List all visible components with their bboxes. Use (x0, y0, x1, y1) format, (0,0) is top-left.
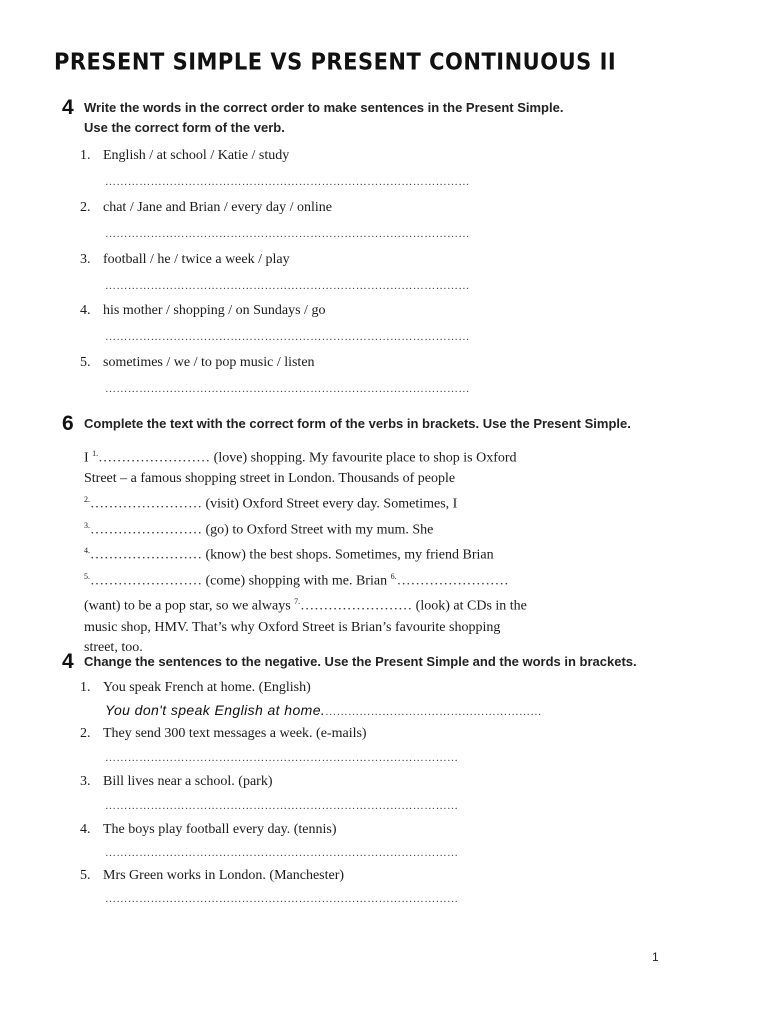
section-instruction: Change the sentences to the negative. Use the Present Simple and the words in brackets. (84, 654, 637, 669)
section-number: 4 (62, 650, 74, 673)
item-number: 3. (80, 774, 91, 789)
gap-blank[interactable]: …………………… (396, 573, 509, 589)
gap-number: 1. (92, 449, 99, 458)
text-line: Street – a famous shopping street in London. Thousands of people (84, 471, 456, 487)
item-text: They send 300 text messages a week. (e-mails) (103, 726, 367, 741)
section-instruction: Complete the text with the correct form of the verbs in brackets. Use the Present Simple. (84, 416, 631, 431)
text-line (84, 541, 684, 566)
answer-line: ………………………………………………… (325, 706, 542, 718)
text-line (84, 444, 684, 469)
text-fragment: (love) shopping. My favourite place to shop is Oxford (210, 450, 517, 466)
item-number: 1. (80, 680, 91, 695)
text-line: street, too. (84, 640, 143, 656)
item-number: 1. (80, 148, 91, 163)
item-text: his mother / shopping / on Sundays / go (103, 303, 326, 318)
example-answer-line (105, 702, 542, 718)
instruction-line-2: Use the correct form of the verb. (84, 120, 285, 135)
item-text: The boys play football every day. (tennis) (103, 822, 337, 837)
gap-fill-paragraph (84, 444, 684, 659)
text-line (84, 567, 684, 592)
instruction-line-1: Write the words in the correct order to make sentences in the Present Simple. (84, 100, 564, 115)
item-number: 2. (80, 726, 91, 741)
item-text: Bill lives near a school. (park) (103, 774, 273, 789)
gap-number: 4. (84, 546, 90, 556)
page-title: PRESENT SIMPLE VS PRESENT CONTINUOUS II (54, 48, 617, 75)
gap-blank[interactable]: …………………… (90, 522, 202, 538)
gap-number: 3. (84, 520, 90, 530)
answer-line[interactable]: ………………………………………………………………………………… (105, 847, 459, 859)
text-fragment: (go) to Oxford Street with my mum. She (202, 522, 434, 538)
text-fragment: (look) at CDs in the (412, 598, 527, 614)
text-fragment: (know) the best shops. Sometimes, my friend Brian (202, 547, 494, 563)
gap-number: 6. (390, 571, 397, 581)
gap-blank[interactable]: …………………… (90, 547, 202, 563)
item-text: sometimes / we / to pop music / listen (103, 355, 315, 370)
gap-blank[interactable]: …………………… (90, 496, 202, 512)
answer-line[interactable]: ………………………………………………………………………………… (105, 893, 459, 905)
text-line (84, 516, 684, 541)
page-number: 1 (652, 950, 659, 964)
answer-line[interactable]: …………………………………………………………………………………… (105, 383, 470, 395)
answer-line[interactable]: …………………………………………………………………………………… (105, 331, 470, 343)
answer-line[interactable]: …………………………………………………………………………………… (105, 176, 470, 188)
item-number: 5. (80, 355, 91, 370)
section-instruction (84, 98, 684, 138)
answer-line[interactable]: ………………………………………………………………………………… (105, 800, 459, 812)
example-answer: You don't speak English at home. (105, 702, 326, 718)
item-text: chat / Jane and Brian / every day / online (103, 200, 332, 215)
item-number: 3. (80, 252, 91, 267)
item-text: Mrs Green works in London. (Manchester) (103, 868, 345, 883)
text-fragment: I (84, 450, 93, 466)
section-number: 4 (62, 96, 74, 119)
gap-blank[interactable]: …………………… (300, 598, 413, 614)
item-number: 4. (80, 822, 91, 837)
answer-line[interactable]: ………………………………………………………………………………… (105, 752, 459, 764)
item-number: 2. (80, 200, 91, 215)
text-line: music shop, HMV. That’s why Oxford Street is Brian’s favourite shopping (84, 619, 501, 635)
gap-blank[interactable]: …………………… (90, 573, 202, 589)
item-number: 5. (80, 868, 91, 883)
gap-number: 5. (84, 571, 90, 581)
item-number: 4. (80, 303, 91, 318)
answer-line[interactable]: …………………………………………………………………………………… (105, 280, 470, 292)
item-text: football / he / twice a week / play (103, 252, 290, 267)
item-text: English / at school / Katie / study (103, 148, 290, 163)
text-line (84, 592, 684, 617)
gap-blank[interactable]: …………………… (98, 450, 211, 466)
text-fragment: (come) shopping with me. Brian (202, 573, 391, 589)
gap-number: 7. (294, 597, 301, 607)
text-fragment: (visit) Oxford Street every day. Sometimes, I (202, 496, 458, 512)
section-number: 6 (62, 412, 74, 435)
item-text: You speak French at home. (English) (103, 680, 311, 695)
answer-line[interactable]: …………………………………………………………………………………… (105, 228, 470, 240)
text-line (84, 490, 684, 515)
text-fragment: (want) to be a pop star, so we always (84, 598, 295, 614)
gap-number: 2. (84, 495, 90, 505)
